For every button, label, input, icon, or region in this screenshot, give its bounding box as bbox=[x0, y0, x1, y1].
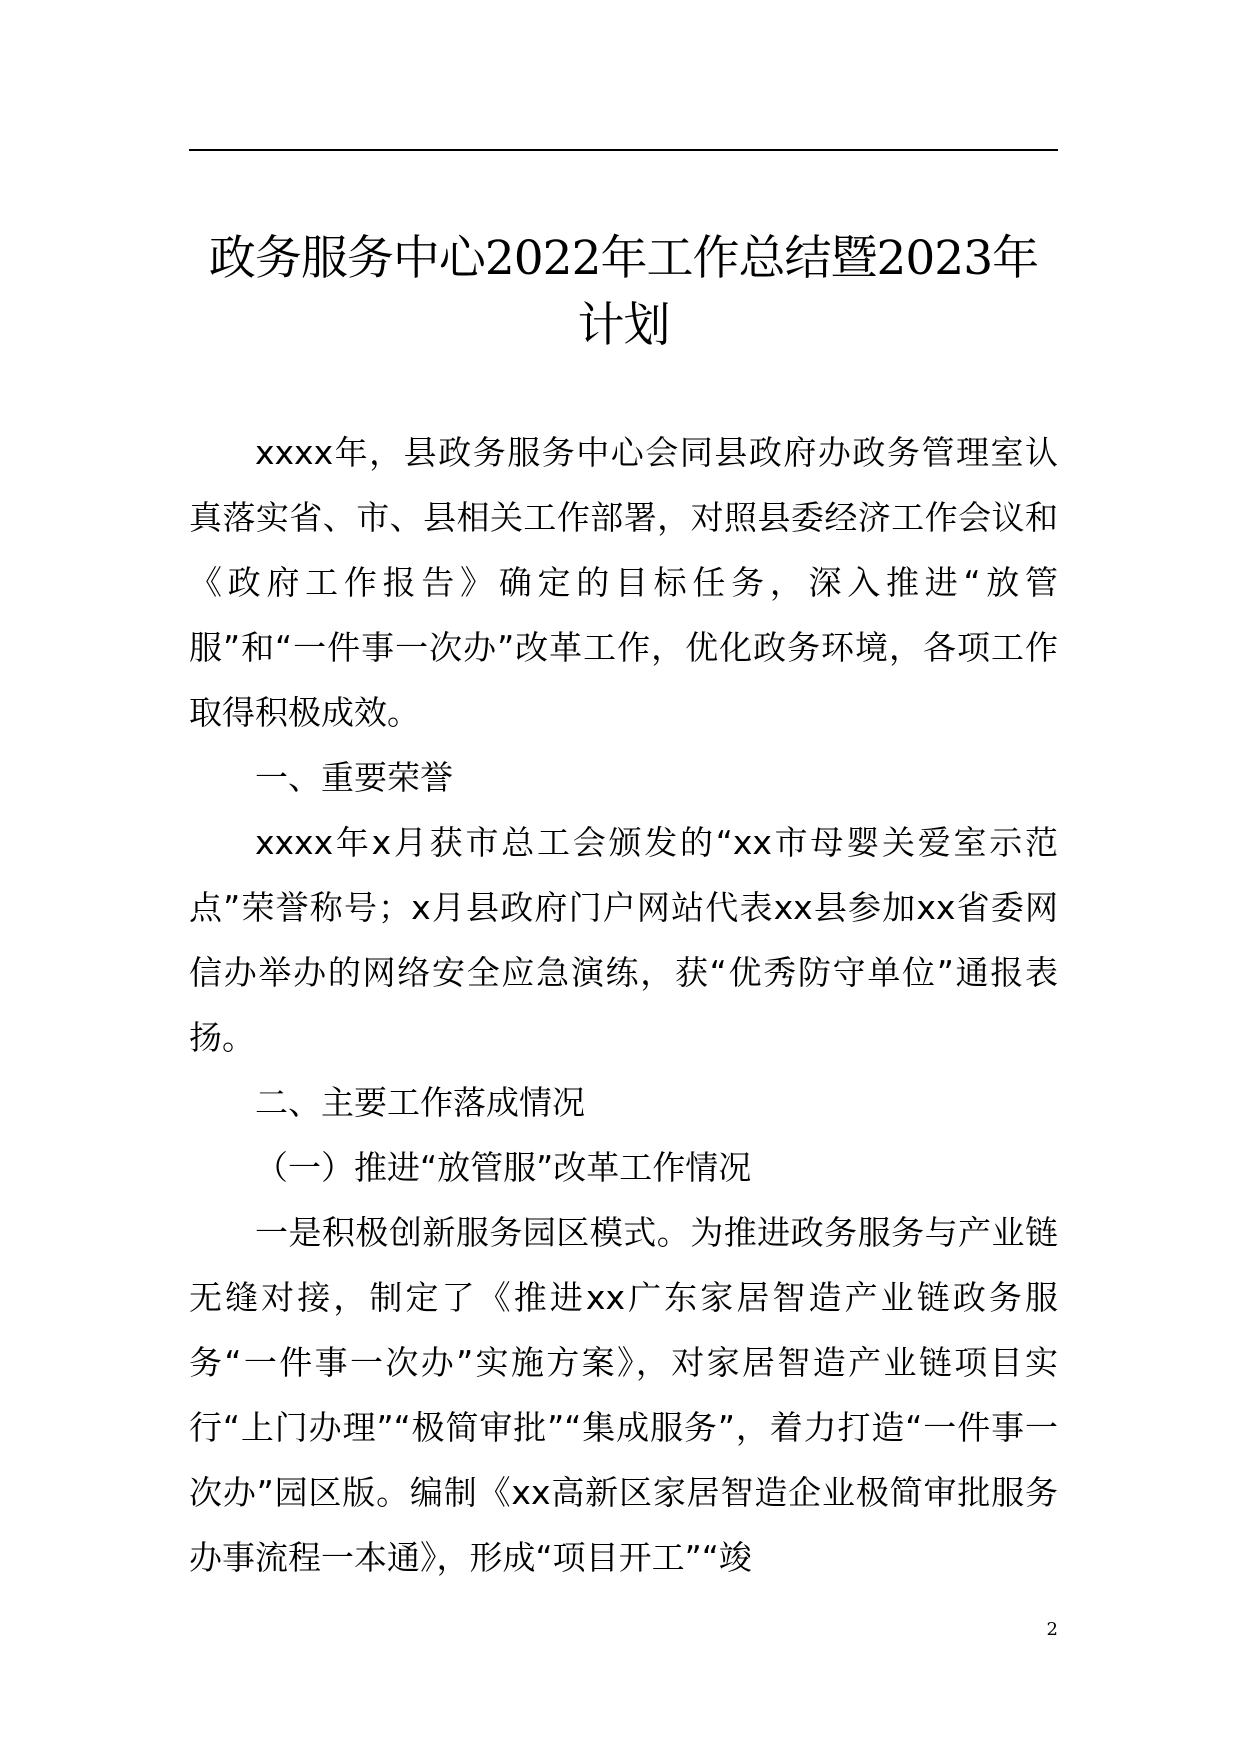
page-number: 2 bbox=[1046, 1619, 1058, 1640]
section-heading-main-work: 二、主要工作落成情况 bbox=[255, 1083, 585, 1122]
intro-paragraph: xxxx年，县政务服务中心会同县政府办政务管理室认真落实省、市、县相关工作部署，对照县委经济工作会议和《政府工作报告》确定的目标任务，深入推进“放管服”和“一件事一次办”改革工作，优化政务环境，各项工作取得积极成效。 bbox=[189, 433, 1058, 732]
section-heading-honors: 一、重要荣誉 bbox=[255, 758, 453, 797]
document-body bbox=[189, 420, 1058, 1590]
document-title: 政务服务中心2022年工作总结暨2023年计划 bbox=[208, 231, 1039, 353]
subsection-heading-reform: （一）推进“放管服”改革工作情况 bbox=[255, 1148, 752, 1187]
honors-paragraph: xxxx年x月获市总工会颁发的“xx市母婴关爱室示范点”荣誉称号；x月县政府门户网站代表xx县参加xx省委网信办举办的网络安全应急演练，获“优秀防守单位”通报表扬。 bbox=[189, 823, 1058, 1057]
reform-paragraph: 一是积极创新服务园区模式。为推进政务服务与产业链无缝对接，制定了《推进xx广东家居智造产业链政务服务“一件事一次办”实施方案》，对家居智造产业链项目实行“上门办理”“极简审批”“集成服务”，着力打造“一件事一次办”园区版。编制《xx高新区家居智造企业极简审批服务办事流程一本通》，形成“项目开工”“竣 bbox=[189, 1213, 1058, 1577]
header-rule bbox=[189, 149, 1058, 151]
